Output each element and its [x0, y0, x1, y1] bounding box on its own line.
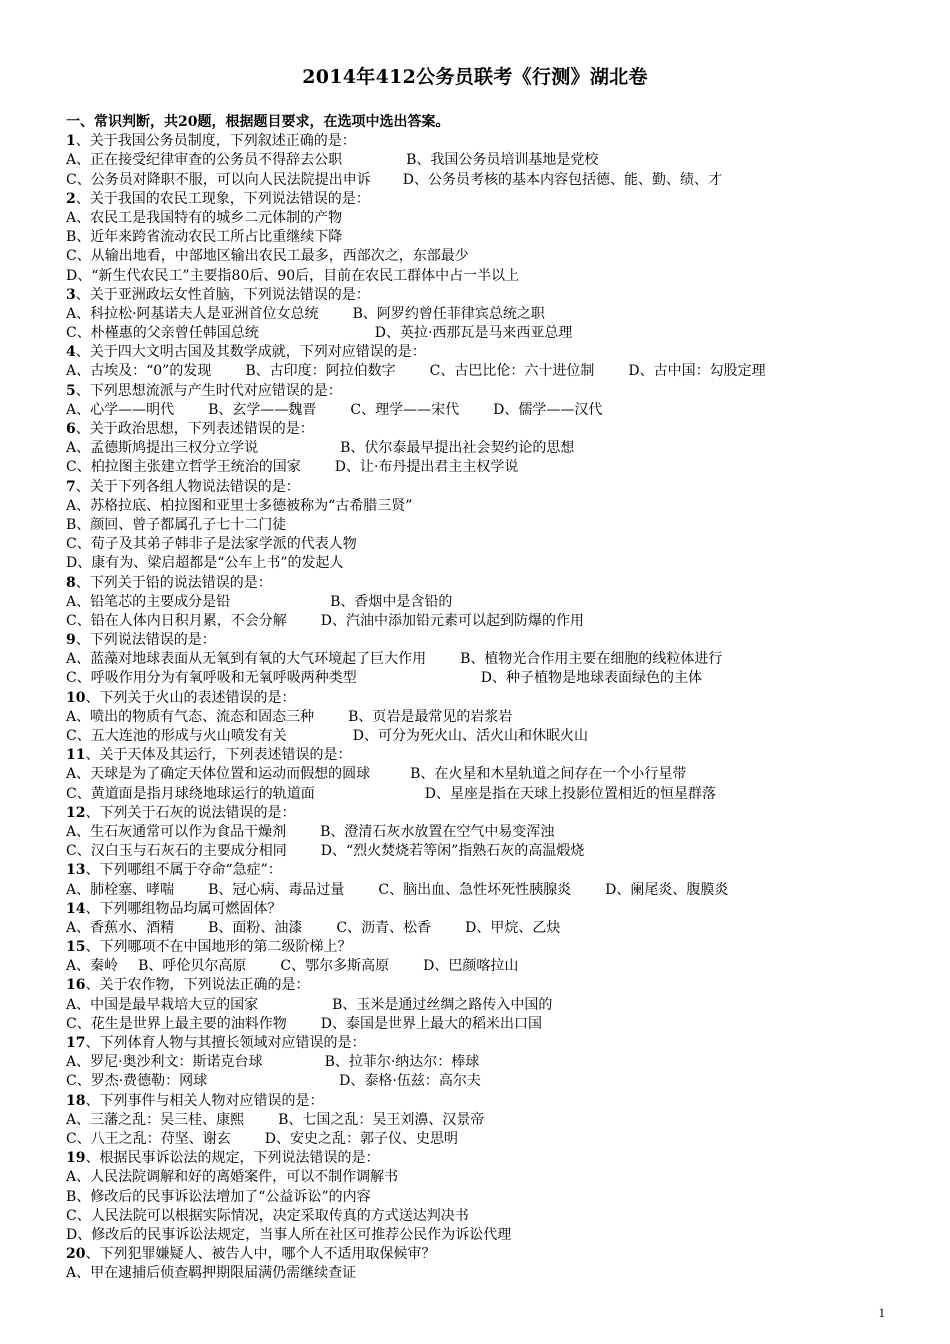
question-number: 1: [66, 133, 76, 150]
option-line: [66, 593, 936, 612]
question-stem: [66, 343, 936, 362]
option-line: [66, 1207, 936, 1226]
question-number: 18: [66, 1092, 86, 1109]
answer-option: C、呼吸作用分为有氧呼吸和无氧呼吸两种类型: [66, 670, 357, 687]
answer-option: A、苏格拉底、柏拉图和亚里士多德被称为“古希腊三贤”: [66, 497, 413, 514]
question-stem: [66, 1092, 936, 1111]
option-line: [66, 708, 936, 727]
answer-option: D、汽油中添加铅元素可以起到防爆的作用: [320, 612, 584, 629]
answer-option: D、“烈火焚烧若等闲”指熟石灰的高温煅烧: [320, 843, 585, 860]
question-stem: [66, 478, 936, 497]
answer-option: B、呼伦贝尔高原: [138, 958, 247, 975]
answer-option: C、从输出地看，中部地区输出农民工最多，西部次之，东部最少: [66, 248, 469, 265]
question-text: 、关于我国的农民工现象，下列说法错误的是：: [75, 190, 370, 207]
option-line: [66, 439, 936, 458]
answer-option: B、阿罗约曾任菲律宾总统之职: [352, 305, 545, 322]
answer-option: A、心学——明代: [66, 401, 175, 418]
answer-option: A、三藩之乱：吴三桂、康熙: [66, 1111, 245, 1128]
answer-option: B、澄清石灰水放置在空气中易变浑浊: [320, 823, 555, 840]
question-text: 、下列关于铅的说法错误的是：: [75, 574, 272, 591]
option-line: [66, 785, 936, 804]
answer-option: C、人民法院可以根据实际情况，决定采取传真的方式送达判决书: [66, 1207, 469, 1224]
question-stem: [66, 1245, 936, 1264]
question-number: 2: [66, 190, 76, 207]
answer-option: A、铅笔芯的主要成分是铅: [66, 593, 231, 610]
answer-option: A、天球是为了确定天体位置和运动而假想的圆球: [66, 766, 371, 783]
answer-option: A、生石灰通常可以作为食品干燥剂: [66, 823, 287, 840]
question-number: 11: [66, 747, 86, 764]
answer-option: D、安史之乱：郭子仪、史思明: [264, 1130, 458, 1147]
question-stem: [66, 861, 936, 880]
answer-option: C、理学——宋代: [350, 401, 460, 418]
question-text: 、关于四大文明古国及其数学成就，下列对应错误的是：: [75, 344, 426, 361]
option-line: [66, 1226, 936, 1245]
option-line: [66, 324, 936, 343]
question-number: 4: [66, 344, 76, 361]
answer-option: D、儒学——汉代: [493, 401, 603, 418]
answer-option: B、拉菲尔·纳达尔：棒球: [324, 1054, 480, 1071]
document-body: [66, 113, 936, 1283]
answer-option: A、蓝藻对地球表面从无氧到有氧的大气环境起了巨大作用: [66, 651, 427, 668]
question-stem: [66, 746, 936, 765]
question-text: 、关于我国公务员制度，下列叙述正确的是：: [75, 133, 356, 150]
answer-option: B、页岩是最常见的岩浆岩: [348, 708, 513, 725]
option-line: [66, 765, 936, 784]
answer-option: B、伏尔泰最早提出社会契约论的思想: [340, 440, 575, 457]
answer-option: C、柏拉图主张建立哲学王统治的国家: [66, 459, 301, 476]
answer-option: D、让·布丹提出君主主权学说: [334, 459, 519, 476]
option-line: [66, 1188, 936, 1207]
answer-option: D、康有为、梁启超都是“公车上书”的发起人: [66, 555, 344, 572]
question-stem: [66, 132, 936, 151]
option-line: [66, 1264, 936, 1283]
answer-option: B、近年来跨省流动农民工所占比重继续下降: [66, 229, 343, 246]
answer-option: D、泰国是世界上最大的稻米出口国: [320, 1015, 542, 1032]
question-text: 、关于农作物，下列说法正确的是：: [85, 977, 310, 994]
option-line: [66, 554, 936, 573]
answer-option: A、喷出的物质有气态、流态和固态三种: [66, 708, 315, 725]
answer-option: B、香烟中是含铅的: [330, 593, 453, 610]
option-line: [66, 228, 936, 247]
option-line: [66, 247, 936, 266]
question-text: 、关于天体及其运行，下列表述错误的是：: [85, 747, 352, 764]
question-text: 、下列事件与相关人物对应错误的是：: [85, 1092, 324, 1109]
question-stem: [66, 190, 936, 209]
answer-option: A、正在接受纪律审查的公务员不得辞去公职: [66, 152, 343, 169]
answer-option: B、古印度：阿拉伯数字: [245, 363, 396, 380]
question-number: 14: [66, 900, 86, 917]
answer-option: C、铅在人体内日积月累，不会分解: [66, 612, 287, 629]
option-line: [66, 842, 936, 861]
option-line: [66, 305, 936, 324]
answer-option: B、颜回、曾子都属孔子七十二门徒: [66, 516, 287, 533]
answer-option: C、荀子及其弟子韩非子是法家学派的代表人物: [66, 536, 357, 553]
answer-option: C、黄道面是指月球绕地球运行的轨道面: [66, 785, 315, 802]
question-stem: [66, 574, 936, 593]
question-text: 、下列犯罪嫌疑人、被告人中，哪个人不适用取保候审？: [85, 1246, 436, 1263]
option-line: [66, 535, 936, 554]
question-text: 、关于下列各组人物说法错误的是：: [75, 478, 300, 495]
answer-option: C、八王之乱：苻坚、谢玄: [66, 1130, 231, 1147]
question-text: 、下列说法错误的是：: [75, 632, 216, 649]
answer-option: D、英拉·西那瓦是马来西亚总理: [374, 325, 573, 342]
answer-option: D、公务员考核的基本内容包括德、能、勤、绩、才: [402, 171, 722, 188]
question-number: 8: [66, 574, 76, 591]
page-number: 1: [878, 1305, 885, 1320]
answer-option: B、七国之乱：吴王刘濞、汉景帝: [278, 1111, 485, 1128]
question-text: 、下列哪组物品均属可燃固体？: [85, 900, 282, 917]
question-number: 20: [66, 1246, 86, 1263]
question-number: 3: [66, 286, 76, 303]
answer-option: B、玉米是通过丝绸之路传入中国的: [332, 996, 553, 1013]
answer-option: A、古埃及：“0”的发现: [66, 363, 212, 380]
question-number: 19: [66, 1150, 86, 1167]
answer-option: A、科拉松·阿基诺夫人是亚洲首位女总统: [66, 305, 319, 322]
option-line: [66, 458, 936, 477]
answer-option: A、罗尼·奥沙利文：斯诺克台球: [66, 1054, 263, 1071]
option-line: [66, 669, 936, 688]
option-line: [66, 727, 936, 746]
question-text: 、根据民事诉讼法的规定，下列说法错误的是：: [85, 1150, 380, 1167]
answer-option: B、面粉、油漆: [208, 919, 303, 936]
option-line: [66, 267, 936, 286]
option-line: [66, 151, 936, 170]
option-line: [66, 823, 936, 842]
answer-option: A、肺栓塞、哮喘: [66, 881, 175, 898]
question-number: 17: [66, 1035, 86, 1051]
question-stem: [66, 286, 936, 305]
question-stem: [66, 938, 936, 957]
answer-option: C、朴槿惠的父亲曾任韩国总统: [66, 325, 259, 342]
answer-option: C、公务员对降职不服，可以向人民法院提出申诉: [66, 171, 371, 188]
answer-option: A、甲在逮捕后侦查羁押期限届满仍需继续查证: [66, 1265, 357, 1282]
answer-option: D、泰格·伍兹：高尔夫: [339, 1073, 481, 1090]
option-line: [66, 612, 936, 631]
option-line: [66, 957, 936, 976]
answer-option: C、沥青、松香: [336, 919, 432, 936]
answer-option: A、秦岭: [66, 958, 119, 975]
answer-option: D、修改后的民事诉讼法规定，当事人所在社区可推荐公民作为诉讼代理: [66, 1226, 512, 1243]
option-line: [66, 1015, 936, 1034]
question-number: 15: [66, 939, 86, 956]
question-stem: [66, 382, 936, 401]
answer-option: C、罗杰·费德勒：网球: [66, 1073, 208, 1090]
question-number: 7: [66, 478, 76, 495]
question-number: 12: [66, 804, 86, 821]
option-line: [66, 362, 936, 381]
option-line: [66, 401, 936, 420]
answer-option: D、种子植物是地球表面绿色的主体: [480, 670, 702, 687]
question-number: 13: [66, 862, 86, 879]
answer-option: D、古中国：勾股定理: [628, 363, 766, 380]
question-text: 、下列体育人物与其擅长领域对应错误的是：: [85, 1035, 366, 1051]
answer-option: B、冠心病、毒品过量: [208, 881, 345, 898]
question-number: 5: [66, 382, 76, 399]
answer-option: C、脑出血、急性坏死性胰腺炎: [378, 881, 572, 898]
answer-option: C、汉白玉与石灰石的主要成分相同: [66, 843, 287, 860]
option-line: [66, 919, 936, 938]
question-list: [66, 132, 936, 1283]
question-text: 、下列哪项不在中国地形的第二级阶梯上？: [85, 939, 352, 956]
answer-option: B、玄学——魏晋: [208, 401, 317, 418]
question-stem: [66, 804, 936, 823]
answer-option: A、中国是最早栽培大豆的国家: [66, 996, 259, 1013]
question-text: 、下列哪组不属于夺命“急症”：: [85, 862, 282, 879]
option-line: [66, 650, 936, 669]
answer-option: B、在火星和木星轨道之间存在一个小行星带: [410, 766, 687, 783]
question-text: 、下列关于火山的表述错误的是：: [85, 689, 296, 706]
document-title: 2014年412公务员联考《行测》湖北卷: [302, 66, 648, 88]
answer-option: C、古巴比伦：六十进位制: [429, 363, 595, 380]
answer-option: A、孟德斯鸠提出三权分立学说: [66, 440, 259, 457]
option-line: [66, 996, 936, 1015]
question-text: 、关于政治思想，下列表述错误的是：: [75, 421, 314, 437]
question-number: 6: [66, 421, 76, 437]
answer-option: D、可分为死火山、活火山和休眠火山: [352, 728, 588, 744]
answer-option: B、修改后的民事诉讼法增加了“公益诉讼”的内容: [66, 1188, 371, 1205]
answer-option: D、星座是指在天球上投影位置相近的恒星群落: [424, 785, 716, 802]
question-stem: [66, 420, 936, 439]
question-text: 、下列关于石灰的说法错误的是：: [85, 804, 296, 821]
question-stem: [66, 1149, 936, 1168]
option-line: [66, 1111, 936, 1130]
answer-option: B、我国公务员培训基地是党校: [406, 152, 599, 169]
section-heading: 一、常识判断，共20题，根据题目要求，在选项中选出答案。: [66, 114, 450, 130]
option-line: [66, 497, 936, 516]
question-text: 、关于亚洲政坛女性首脑，下列说法错误的是：: [75, 286, 370, 303]
question-stem: [66, 900, 936, 919]
answer-option: D、甲烷、乙炔: [465, 919, 561, 936]
question-number: 16: [66, 977, 86, 994]
answer-option: B、植物光合作用主要在细胞的线粒体进行: [460, 651, 723, 668]
answer-option: A、香蕉水、酒精: [66, 919, 175, 936]
option-line: [66, 1168, 936, 1187]
answer-option: D、“新生代农民工”主要指80后、90后，目前在农民工群体中占一半以上: [66, 267, 520, 284]
question-text: 、下列思想流派与产生时代对应错误的是：: [75, 382, 342, 399]
option-line: [66, 1072, 936, 1091]
question-stem: [66, 631, 936, 650]
answer-option: A、人民法院调解和好的离婚案件，可以不制作调解书: [66, 1169, 399, 1186]
option-line: [66, 516, 936, 535]
answer-option: C、鄂尔多斯高原: [280, 958, 390, 975]
option-line: [66, 209, 936, 228]
answer-option: D、巴颜喀拉山: [423, 958, 519, 975]
question-stem: [66, 976, 936, 995]
question-stem: [66, 689, 936, 708]
option-line: [66, 171, 936, 190]
question-number: 10: [66, 689, 86, 706]
question-number: 9: [66, 632, 76, 649]
answer-option: C、花生是世界上最主要的油料作物: [66, 1015, 287, 1032]
answer-option: A、农民工是我国特有的城乡二元体制的产物: [66, 209, 343, 226]
answer-option: C、五大连池的形成与火山喷发有关: [66, 728, 287, 744]
answer-option: D、阑尾炎、腹膜炎: [605, 881, 729, 898]
option-line: [66, 1130, 936, 1149]
option-line: [66, 881, 936, 900]
question-stem: [66, 1034, 936, 1053]
option-line: [66, 1053, 936, 1072]
